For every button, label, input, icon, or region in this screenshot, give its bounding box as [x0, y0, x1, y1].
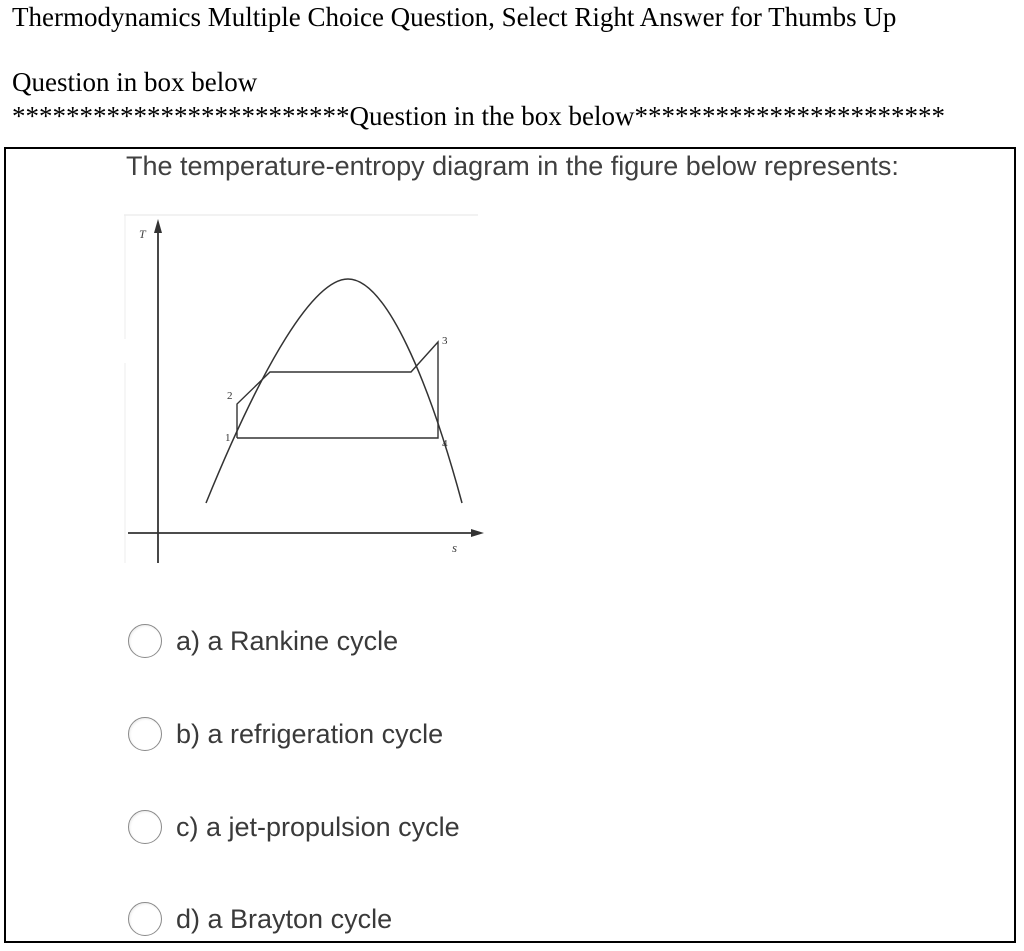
x-axis-label: s	[452, 540, 458, 555]
state-label-1: 1	[225, 432, 231, 444]
cycle-path	[237, 342, 438, 438]
radio-button-icon[interactable]	[128, 624, 162, 658]
radio-button-icon[interactable]	[128, 717, 162, 751]
question-box	[4, 147, 1016, 943]
saturation-dome	[206, 279, 462, 503]
state-label-3: 3	[442, 335, 448, 347]
option-label: a) a Rankine cycle	[176, 625, 399, 656]
stars-banner: *************************Question in the box below***********************	[12, 101, 945, 131]
radio-button-icon[interactable]	[128, 810, 162, 844]
option-c[interactable]	[128, 807, 460, 847]
option-label: c) a jet-propulsion cycle	[176, 811, 460, 842]
ts-diagram	[124, 211, 484, 571]
option-d[interactable]	[128, 899, 392, 939]
option-a[interactable]	[128, 621, 398, 661]
radio-button-icon[interactable]	[128, 902, 162, 936]
question-text: The temperature-entropy diagram in the figure below represents:	[126, 151, 899, 181]
option-b[interactable]	[128, 714, 443, 754]
option-label: b) a refrigeration cycle	[176, 718, 444, 749]
option-label: d) a Brayton cycle	[176, 903, 393, 934]
y-axis-arrow	[154, 219, 162, 233]
state-label-2: 2	[227, 390, 233, 402]
page-title: Thermodynamics Multiple Choice Question, Select Right Answer for Thumbs Up	[12, 2, 897, 32]
y-axis-label: T	[139, 227, 146, 241]
x-axis-arrow	[471, 529, 484, 537]
page-subtitle: Question in box below	[12, 67, 258, 97]
state-label-4: 4	[442, 438, 448, 450]
